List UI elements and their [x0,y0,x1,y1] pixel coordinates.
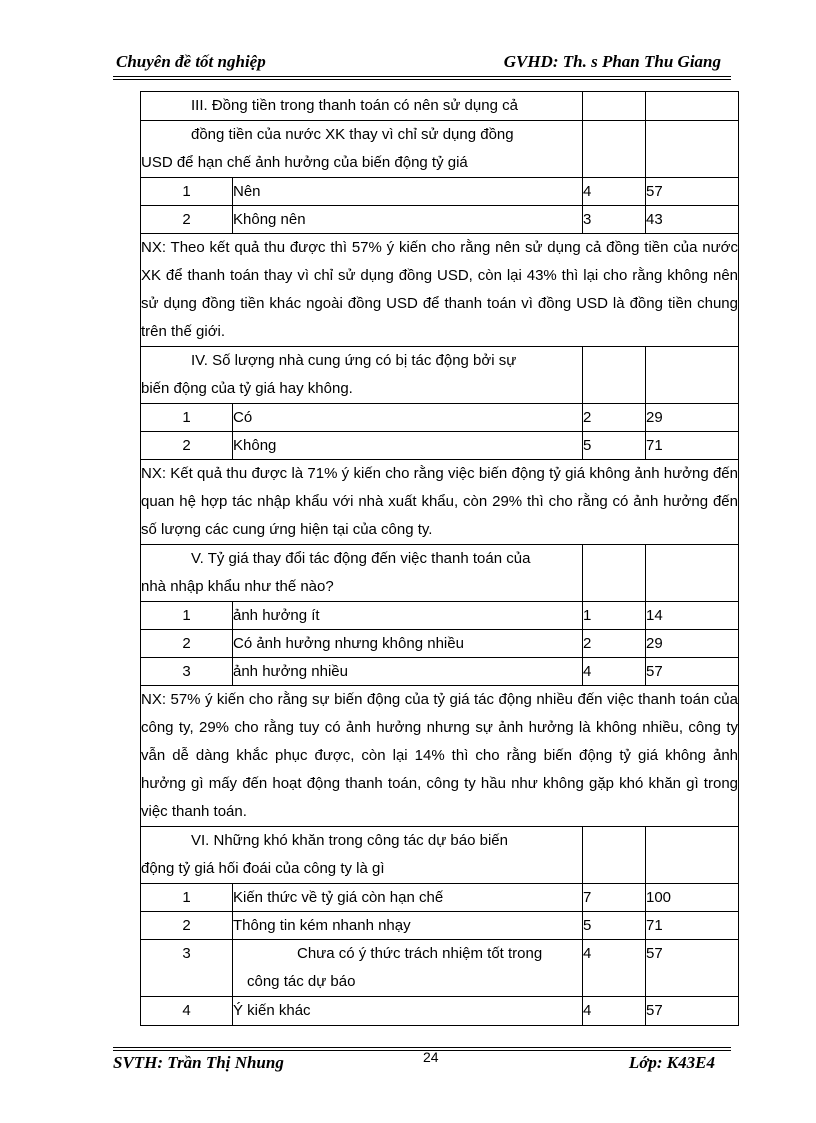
question-row [141,347,739,404]
option-row [141,884,739,912]
option-percent: 57 [646,658,739,686]
option-count: 2 [583,630,646,658]
footer-author: SVTH: Trần Thị Nhung [113,1053,284,1072]
question-line: V. Tỷ giá thay đổi tác động đến việc thanh toán của [191,550,531,567]
header-rule-thick [113,79,731,80]
option-number: 2 [141,206,233,234]
option-row [141,940,739,997]
question-line: biến động của tỷ giá hay không. [141,380,353,397]
footer-rule-thin [113,1050,731,1051]
option-number: 2 [141,912,233,940]
option-percent: 71 [646,432,739,460]
option-label: Nên [233,178,583,206]
option-count: 2 [583,404,646,432]
question-line: USD để hạn chế ảnh hưởng của biến động tỷ giá [141,154,468,171]
question-row [141,827,739,884]
question-row [141,545,739,602]
option-percent: 29 [646,630,739,658]
comment-text: NX: Theo kết quả thu được thì 57% ý kiến cho rằng nên sử dụng cả đồng tiền của nước XK để thanh toán thay vì chỉ sử dụng đồng USD, còn lại 43% thì lại cho rằng không nên sử dụng đồng tiền khác ngoài đồng USD để thanh toán vì đồng USD là đồng tiền chung trên thế giới. [141,234,739,347]
question-text [141,92,583,121]
option-count: 4 [583,997,646,1026]
option-label: Ý kiến khác [233,997,583,1026]
option-percent: 57 [646,940,739,997]
question-line: nhà nhập khẩu như thế nào? [141,578,334,595]
page-footer [113,1049,735,1079]
option-row [141,178,739,206]
option-row [141,997,739,1026]
empty-cell [646,92,739,121]
empty-cell [583,545,646,602]
question-text [141,827,583,884]
empty-cell [646,121,739,178]
option-number: 1 [141,884,233,912]
option-row [141,432,739,460]
option-number: 1 [141,404,233,432]
comment-row [141,460,739,545]
option-label: Không [233,432,583,460]
option-label: ảnh hưởng nhiều [233,658,583,686]
empty-cell [583,347,646,404]
option-percent: 43 [646,206,739,234]
option-percent: 57 [646,997,739,1026]
option-count: 4 [583,658,646,686]
option-label: Kiến thức về tỷ giá còn hạn chế [233,884,583,912]
option-label-line: Chưa có ý thức trách nhiệm tốt trong [297,945,543,962]
page-number: 24 [423,1049,439,1065]
question-text [141,545,583,602]
option-row [141,404,739,432]
option-row [141,602,739,630]
page-header [113,52,735,78]
comment-row [141,686,739,827]
question-line: đồng tiền của nước XK thay vì chỉ sử dụng đồng [191,126,514,143]
option-label: Không nên [233,206,583,234]
header-rule-thin [113,76,731,77]
option-number: 4 [141,997,233,1026]
option-percent: 14 [646,602,739,630]
empty-cell [583,121,646,178]
option-label: Thông tin kém nhanh nhạy [233,912,583,940]
header-supervisor: GVHD: Th. s Phan Thu Giang [503,52,721,71]
comment-row [141,234,739,347]
comment-text: NX: 57% ý kiến cho rằng sự biến động của tỷ giá tác động nhiều đến việc thanh toán của công ty, 29% cho rằng tuy có ảnh hưởng nhưng sự ảnh hưởng là không nhiều, công ty vẫn dễ dàng khắc phục được, còn lại 14% thì cho rằng biến động tỷ giá không ảnh hưởng gì mấy đến hoạt động thanh toán, công ty hầu như không gặp khó khăn gì trong việc thanh toán. [141,686,739,827]
question-text [141,121,583,178]
option-percent: 100 [646,884,739,912]
option-row [141,658,739,686]
empty-cell [646,827,739,884]
option-label: Có ảnh hưởng nhưng không nhiều [233,630,583,658]
option-row [141,206,739,234]
option-number: 3 [141,940,233,997]
header-document-title: Chuyên đề tốt nghiệp [116,52,266,71]
option-row [141,630,739,658]
option-label: ảnh hưởng ít [233,602,583,630]
empty-cell [583,92,646,121]
option-number: 3 [141,658,233,686]
question-row [141,121,739,178]
question-line: VI. Những khó khăn trong công tác dự báo biến [191,832,508,849]
option-row [141,912,739,940]
empty-cell [646,347,739,404]
comment-text: NX: Kết quả thu được là 71% ý kiến cho rằng việc biến động tỷ giá không ảnh hưởng đến quan hệ hợp tác nhập khẩu với nhà xuất khẩu, còn 29% thì cho rằng có ảnh hưởng đến số lượng các cung ứng hiện tại của công ty. [141,460,739,545]
survey-results-table [140,91,739,1026]
option-count: 4 [583,178,646,206]
question-line: III. Đồng tiền trong thanh toán có nên sử dụng cả [191,97,518,114]
option-percent: 57 [646,178,739,206]
option-count: 4 [583,940,646,997]
footer-rule-thick [113,1047,731,1048]
option-count: 3 [583,206,646,234]
option-number: 2 [141,630,233,658]
option-percent: 71 [646,912,739,940]
empty-cell [646,545,739,602]
option-percent: 29 [646,404,739,432]
option-label-line: công tác dự báo [247,973,356,990]
question-text [141,347,583,404]
option-number: 1 [141,602,233,630]
option-count: 5 [583,912,646,940]
option-count: 5 [583,432,646,460]
question-line: IV. Số lượng nhà cung ứng có bị tác động bởi sự [191,352,517,369]
option-count: 1 [583,602,646,630]
question-line: động tỷ giá hối đoái của công ty là gì [141,860,385,877]
option-number: 1 [141,178,233,206]
empty-cell [583,827,646,884]
option-label: Có [233,404,583,432]
option-number: 2 [141,432,233,460]
question-row [141,92,739,121]
option-label [233,940,583,997]
footer-class: Lớp: K43E4 [628,1053,715,1072]
option-count: 7 [583,884,646,912]
